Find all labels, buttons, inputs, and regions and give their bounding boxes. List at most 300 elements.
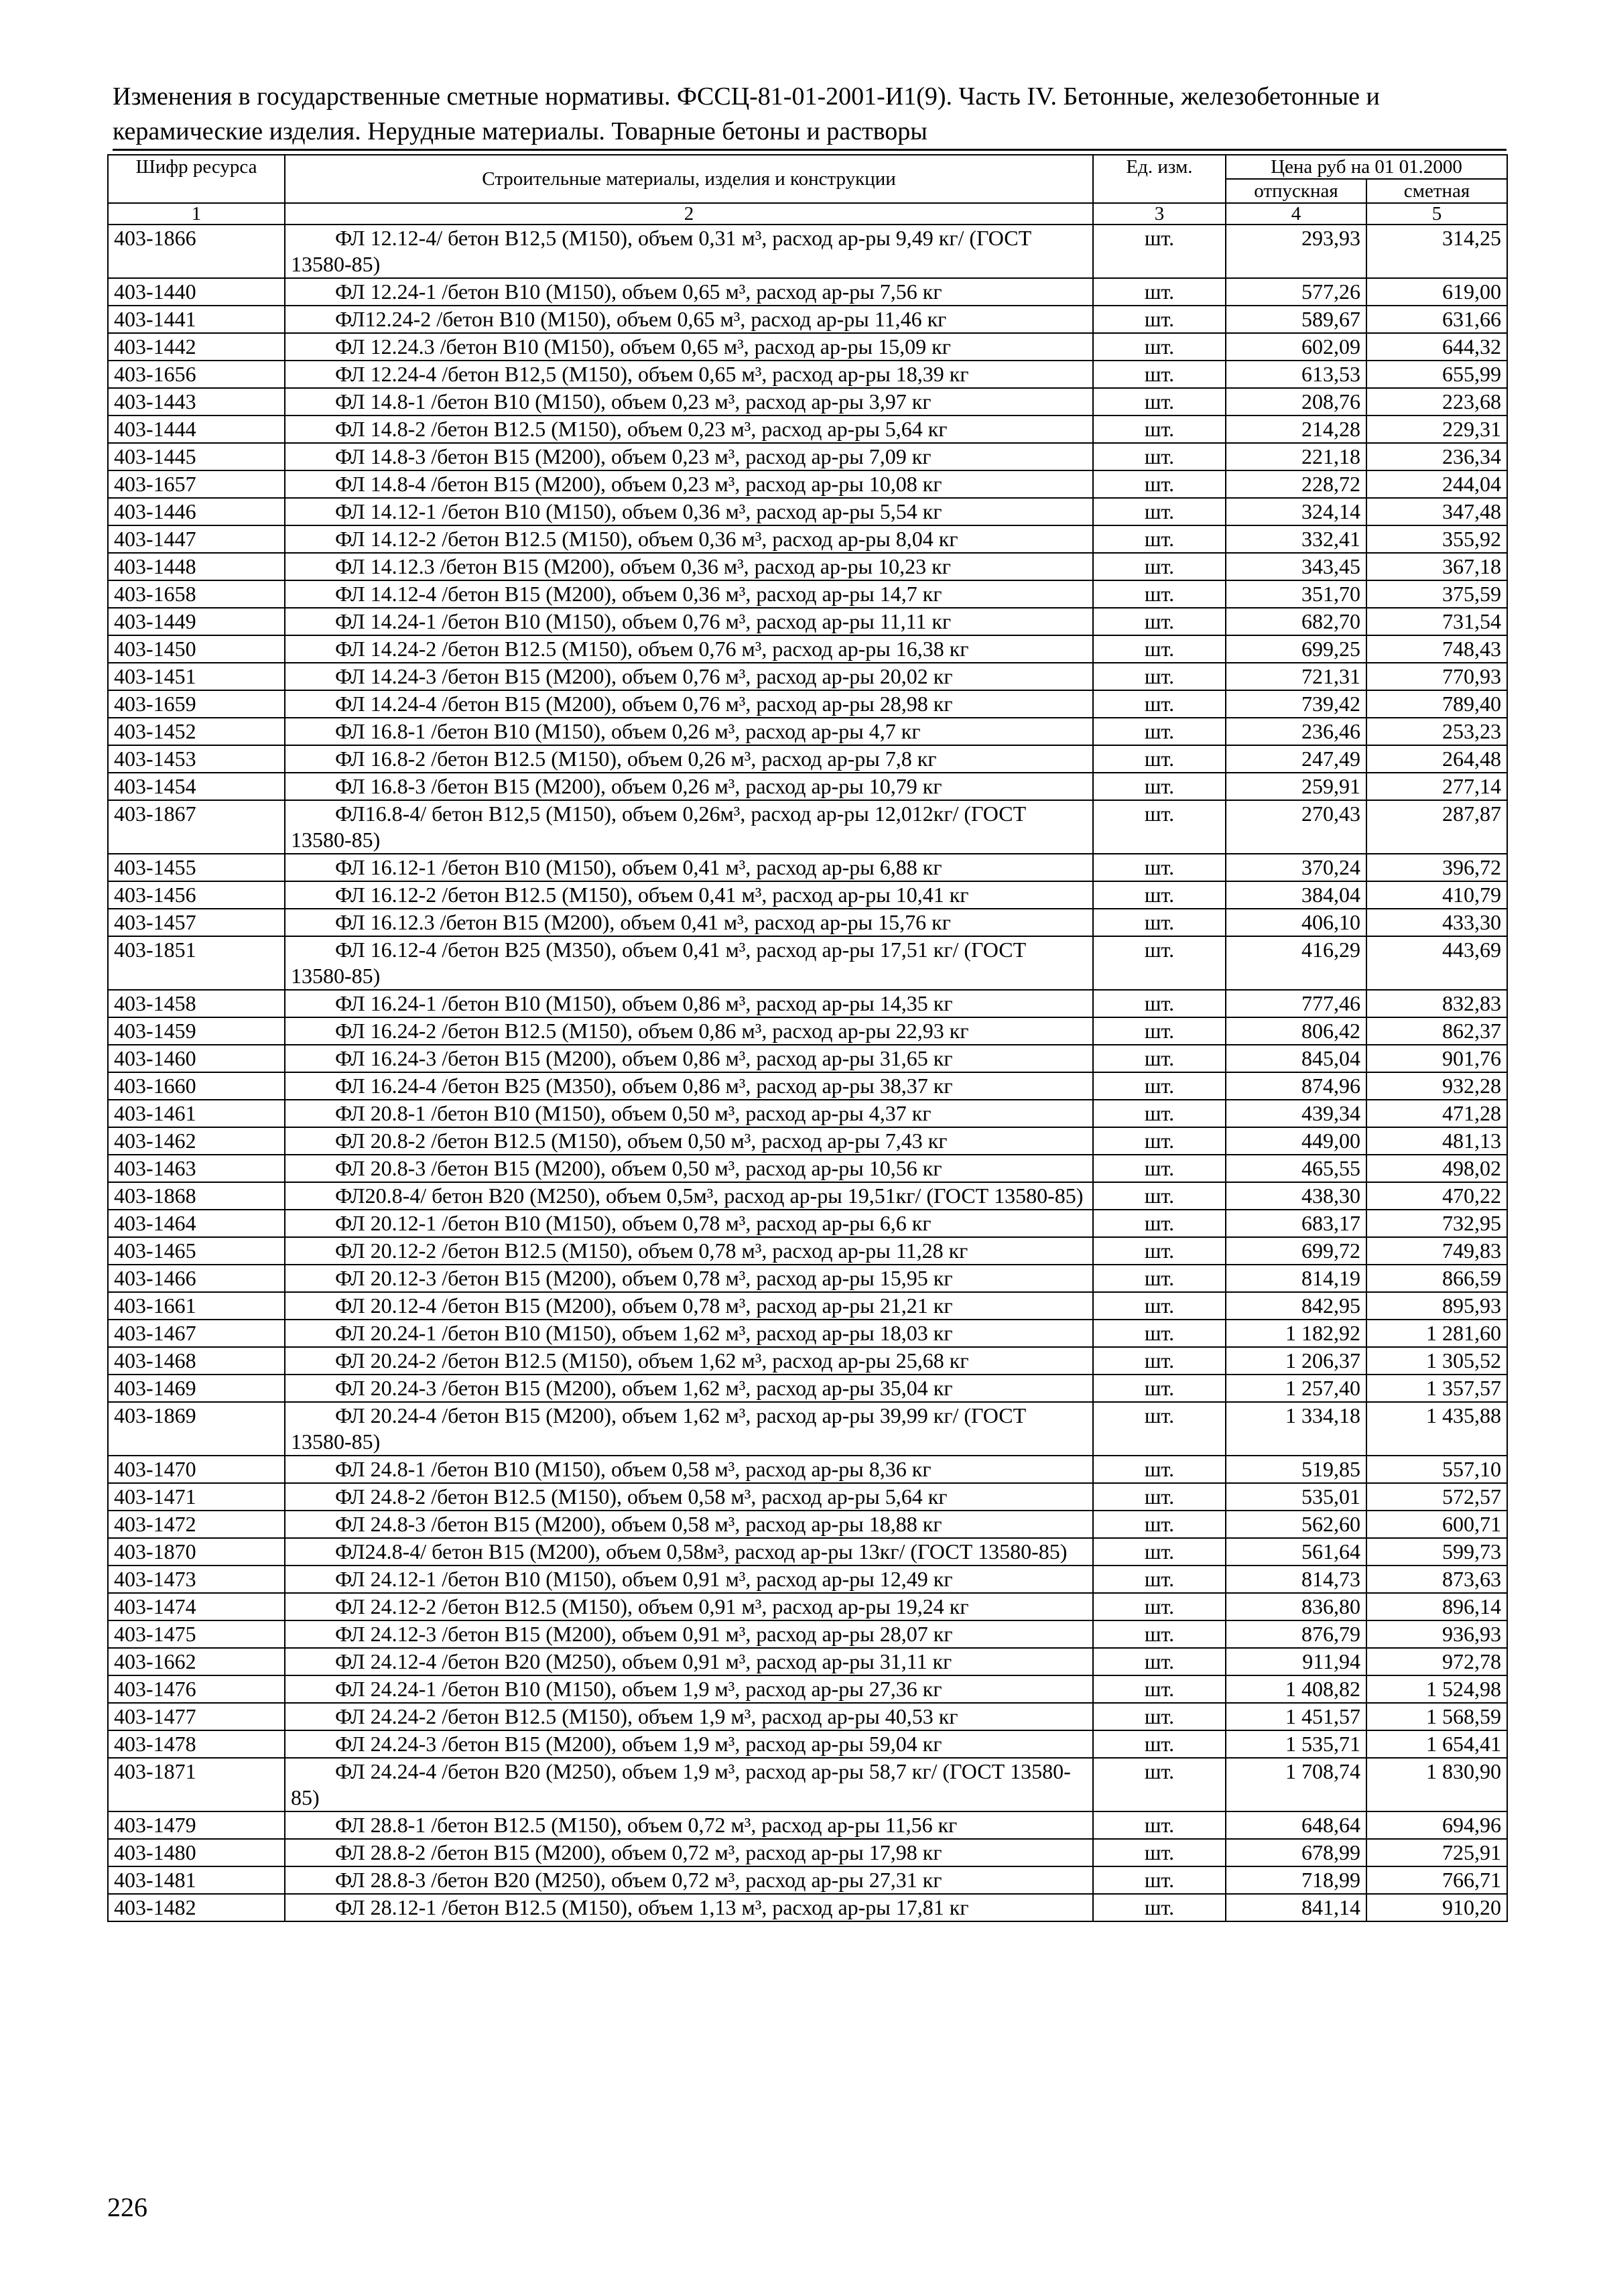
material-name: ФЛ 16.8-3 /бетон В15 (М200), объем 0,26 м³, расход ар-ры 10,79 кг	[285, 773, 1093, 800]
release-price: 1 334,18	[1226, 1402, 1366, 1456]
table-row	[108, 1127, 1507, 1155]
material-name: ФЛ 28.12-1 /бетон В12.5 (М150), объем 1,13 м³, расход ар-ры 17,81 кг	[285, 1894, 1093, 1921]
resource-code: 403-1468	[108, 1347, 285, 1375]
release-price: 589,67	[1226, 306, 1366, 333]
resource-code: 403-1656	[108, 361, 285, 388]
material-name: ФЛ 28.8-2 /бетон В15 (М200), объем 0,72 м³, расход ар-ры 17,98 кг	[285, 1839, 1093, 1866]
estimate-price: 498,02	[1366, 1155, 1507, 1182]
release-price: 221,18	[1226, 443, 1366, 470]
estimate-price: 396,72	[1366, 854, 1507, 881]
estimate-price: 748,43	[1366, 635, 1507, 663]
unit: шт.	[1093, 1347, 1226, 1375]
release-price: 718,99	[1226, 1866, 1366, 1894]
material-name: ФЛ 12.24.3 /бетон В10 (М150), объем 0,65 м³, расход ар-ры 15,09 кг	[285, 333, 1093, 361]
resource-code: 403-1473	[108, 1566, 285, 1593]
release-price: 439,34	[1226, 1100, 1366, 1127]
resource-code: 403-1464	[108, 1210, 285, 1237]
material-name: ФЛ24.8-4/ бетон В15 (М200), объем 0,58м³, расход ар-ры 13кг/ (ГОСТ 13580-85)	[285, 1538, 1093, 1566]
material-name: ФЛ 16.8-1 /бетон В10 (М150), объем 0,26 м³, расход ар-ры 4,7 кг	[285, 718, 1093, 745]
material-name: ФЛ 16.24-3 /бетон В15 (М200), объем 0,86 м³, расход ар-ры 31,65 кг	[285, 1045, 1093, 1072]
unit: шт.	[1093, 1017, 1226, 1045]
column-numbers-row	[108, 203, 1507, 225]
release-price: 845,04	[1226, 1045, 1366, 1072]
table-row	[108, 225, 1507, 278]
release-price: 370,24	[1226, 854, 1366, 881]
material-name: ФЛ 20.12-3 /бетон В15 (М200), объем 0,78 м³, расход ар-ры 15,95 кг	[285, 1265, 1093, 1292]
estimate-price: 972,78	[1366, 1648, 1507, 1675]
unit: шт.	[1093, 1182, 1226, 1210]
table-row	[108, 470, 1507, 498]
table-row	[108, 1292, 1507, 1320]
resource-code: 403-1452	[108, 718, 285, 745]
table-row	[108, 690, 1507, 718]
material-name: ФЛ 24.12-2 /бетон В12.5 (М150), объем 0,91 м³, расход ар-ры 19,24 кг	[285, 1593, 1093, 1620]
release-price: 519,85	[1226, 1456, 1366, 1483]
estimate-price: 600,71	[1366, 1511, 1507, 1538]
estimate-price: 789,40	[1366, 690, 1507, 718]
material-name: ФЛ 24.8-3 /бетон В15 (М200), объем 0,58 м³, расход ар-ры 18,88 кг	[285, 1511, 1093, 1538]
estimate-price: 264,48	[1366, 745, 1507, 773]
release-price: 561,64	[1226, 1538, 1366, 1566]
release-price: 1 535,71	[1226, 1730, 1366, 1758]
column-number: 1	[108, 203, 285, 225]
table-row	[108, 854, 1507, 881]
unit: шт.	[1093, 1100, 1226, 1127]
table-row	[108, 1045, 1507, 1072]
table-row	[108, 1730, 1507, 1758]
release-price: 1 182,92	[1226, 1320, 1366, 1347]
material-name: ФЛ 16.24-4 /бетон В25 (М350), объем 0,86 м³, расход ар-ры 38,37 кг	[285, 1072, 1093, 1100]
table-row	[108, 1620, 1507, 1648]
table-row	[108, 1237, 1507, 1265]
material-name: ФЛ 20.8-1 /бетон В10 (М150), объем 0,50 м³, расход ар-ры 4,37 кг	[285, 1100, 1093, 1127]
resource-code: 403-1851	[108, 936, 285, 990]
material-name: ФЛ20.8-4/ бетон В20 (М250), объем 0,5м³, расход ар-ры 19,51кг/ (ГОСТ 13580-85)	[285, 1182, 1093, 1210]
release-price: 721,31	[1226, 663, 1366, 690]
resource-code: 403-1465	[108, 1237, 285, 1265]
unit: шт.	[1093, 1292, 1226, 1320]
table-row	[108, 333, 1507, 361]
table-row	[108, 1402, 1507, 1456]
table-row	[108, 278, 1507, 306]
estimate-price: 749,83	[1366, 1237, 1507, 1265]
unit: шт.	[1093, 580, 1226, 608]
resource-code: 403-1443	[108, 388, 285, 416]
table-row	[108, 909, 1507, 936]
material-name: ФЛ 20.12-2 /бетон В12.5 (М150), объем 0,78 м³, расход ар-ры 11,28 кг	[285, 1237, 1093, 1265]
material-name: ФЛ 20.24-1 /бетон В10 (М150), объем 1,62 м³, расход ар-ры 18,03 кг	[285, 1320, 1093, 1347]
resource-code: 403-1446	[108, 498, 285, 525]
table-row	[108, 1155, 1507, 1182]
resource-code: 403-1441	[108, 306, 285, 333]
table-row	[108, 306, 1507, 333]
resource-code: 403-1469	[108, 1375, 285, 1402]
unit: шт.	[1093, 1593, 1226, 1620]
unit: шт.	[1093, 1511, 1226, 1538]
unit: шт.	[1093, 1866, 1226, 1894]
material-name: ФЛ 14.8-3 /бетон В15 (М200), объем 0,23 м³, расход ар-ры 7,09 кг	[285, 443, 1093, 470]
unit: шт.	[1093, 1483, 1226, 1511]
resource-code: 403-1480	[108, 1839, 285, 1866]
estimate-price: 1 281,60	[1366, 1320, 1507, 1347]
column-header-name: Строительные материалы, изделия и конструкции	[285, 155, 1093, 203]
resource-code: 403-1458	[108, 990, 285, 1017]
material-name: ФЛ 14.12-1 /бетон В10 (М150), объем 0,36 м³, расход ар-ры 5,54 кг	[285, 498, 1093, 525]
unit: шт.	[1093, 553, 1226, 580]
resource-code: 403-1474	[108, 1593, 285, 1620]
unit: шт.	[1093, 1045, 1226, 1072]
release-price: 293,93	[1226, 225, 1366, 278]
unit: шт.	[1093, 470, 1226, 498]
unit: шт.	[1093, 1620, 1226, 1648]
unit: шт.	[1093, 909, 1226, 936]
estimate-price: 433,30	[1366, 909, 1507, 936]
material-name: ФЛ 16.12-4 /бетон В25 (М350), объем 0,41 м³, расход ар-ры 17,51 кг/ (ГОСТ 13580-85)	[285, 936, 1093, 990]
material-name: ФЛ 20.24-3 /бетон В15 (М200), объем 1,62 м³, расход ар-ры 35,04 кг	[285, 1375, 1093, 1402]
table-row	[108, 1320, 1507, 1347]
resource-code: 403-1451	[108, 663, 285, 690]
material-name: ФЛ 16.8-2 /бетон В12.5 (М150), объем 0,26 м³, расход ар-ры 7,8 кг	[285, 745, 1093, 773]
column-number: 4	[1226, 203, 1366, 225]
release-price: 876,79	[1226, 1620, 1366, 1648]
release-price: 577,26	[1226, 278, 1366, 306]
release-price: 449,00	[1226, 1127, 1366, 1155]
unit: шт.	[1093, 1127, 1226, 1155]
unit: шт.	[1093, 1703, 1226, 1730]
unit: шт.	[1093, 1566, 1226, 1593]
table-row	[108, 1593, 1507, 1620]
estimate-price: 655,99	[1366, 361, 1507, 388]
estimate-price: 766,71	[1366, 1866, 1507, 1894]
resource-code: 403-1660	[108, 1072, 285, 1100]
unit: шт.	[1093, 1375, 1226, 1402]
material-name: ФЛ 24.12-4 /бетон В20 (М250), объем 0,91 м³, расход ар-ры 31,11 кг	[285, 1648, 1093, 1675]
document-header	[113, 79, 1507, 149]
estimate-price: 896,14	[1366, 1593, 1507, 1620]
unit: шт.	[1093, 1730, 1226, 1758]
estimate-price: 375,59	[1366, 580, 1507, 608]
table-row	[108, 1648, 1507, 1675]
table-row	[108, 1703, 1507, 1730]
material-name: ФЛ 28.8-1 /бетон В12.5 (М150), объем 0,72 м³, расход ар-ры 11,56 кг	[285, 1811, 1093, 1839]
resource-code: 403-1867	[108, 800, 285, 854]
table-row	[108, 1811, 1507, 1839]
unit: шт.	[1093, 1320, 1226, 1347]
header-line-1: Изменения в государственные сметные нормативы. ФССЦ-81-01-2001-И1(9). Часть IV. Бетонные, железобетонные и	[113, 82, 1380, 111]
page-number: 226	[107, 2192, 147, 2222]
column-header-unit: Ед. изм.	[1093, 155, 1226, 203]
unit: шт.	[1093, 773, 1226, 800]
resource-code: 403-1871	[108, 1758, 285, 1811]
resource-code: 403-1477	[108, 1703, 285, 1730]
unit: шт.	[1093, 1758, 1226, 1811]
resource-code: 403-1448	[108, 553, 285, 580]
header-divider	[113, 149, 1507, 151]
release-price: 343,45	[1226, 553, 1366, 580]
release-price: 1 408,82	[1226, 1675, 1366, 1703]
release-price: 247,49	[1226, 745, 1366, 773]
material-name: ФЛ 16.24-1 /бетон В10 (М150), объем 0,86 м³, расход ар-ры 14,35 кг	[285, 990, 1093, 1017]
material-name: ФЛ 24.8-1 /бетон В10 (М150), объем 0,58 м³, расход ар-ры 8,36 кг	[285, 1456, 1093, 1483]
estimate-price: 901,76	[1366, 1045, 1507, 1072]
resource-code: 403-1466	[108, 1265, 285, 1292]
material-name: ФЛ16.8-4/ бетон В12,5 (М150), объем 0,26м³, расход ар-ры 12,012кг/ (ГОСТ 13580-85)	[285, 800, 1093, 854]
release-price: 1 206,37	[1226, 1347, 1366, 1375]
unit: шт.	[1093, 635, 1226, 663]
estimate-price: 481,13	[1366, 1127, 1507, 1155]
material-name: ФЛ 14.12.3 /бетон В15 (М200), объем 0,36 м³, расход ар-ры 10,23 кг	[285, 553, 1093, 580]
table-row	[108, 990, 1507, 1017]
estimate-price: 443,69	[1366, 936, 1507, 990]
table-row	[108, 1100, 1507, 1127]
table-row	[108, 1210, 1507, 1237]
estimate-price: 631,66	[1366, 306, 1507, 333]
material-name: ФЛ 20.24-2 /бетон В12.5 (М150), объем 1,62 м³, расход ар-ры 25,68 кг	[285, 1347, 1093, 1375]
unit: шт.	[1093, 1155, 1226, 1182]
estimate-price: 253,23	[1366, 718, 1507, 745]
unit: шт.	[1093, 1456, 1226, 1483]
estimate-price: 910,20	[1366, 1894, 1507, 1921]
header-line-2: керамические изделия. Нерудные материалы. Товарные бетоны и растворы	[113, 117, 928, 145]
release-price: 602,09	[1226, 333, 1366, 361]
table-row	[108, 443, 1507, 470]
estimate-price: 1 305,52	[1366, 1347, 1507, 1375]
release-price: 270,43	[1226, 800, 1366, 854]
unit: шт.	[1093, 278, 1226, 306]
material-name: ФЛ 20.24-4 /бетон В15 (М200), объем 1,62 м³, расход ар-ры 39,99 кг/ (ГОСТ 13580-85)	[285, 1402, 1093, 1456]
resource-code: 403-1442	[108, 333, 285, 361]
resource-code: 403-1482	[108, 1894, 285, 1921]
unit: шт.	[1093, 1237, 1226, 1265]
release-price: 208,76	[1226, 388, 1366, 416]
material-name: ФЛ 24.24-2 /бетон В12.5 (М150), объем 1,9 м³, расход ар-ры 40,53 кг	[285, 1703, 1093, 1730]
resource-code: 403-1471	[108, 1483, 285, 1511]
material-name: ФЛ 14.8-2 /бетон В12.5 (М150), объем 0,23 м³, расход ар-ры 5,64 кг	[285, 416, 1093, 443]
resource-code: 403-1462	[108, 1127, 285, 1155]
resource-code: 403-1440	[108, 278, 285, 306]
release-price: 683,17	[1226, 1210, 1366, 1237]
resource-code: 403-1444	[108, 416, 285, 443]
unit: шт.	[1093, 388, 1226, 416]
material-name: ФЛ 12.24-4 /бетон В12,5 (М150), объем 0,65 м³, расход ар-ры 18,39 кг	[285, 361, 1093, 388]
table-row	[108, 1017, 1507, 1045]
column-header-estimate-price: сметная	[1366, 179, 1507, 203]
release-price: 1 708,74	[1226, 1758, 1366, 1811]
resource-code: 403-1455	[108, 854, 285, 881]
unit: шт.	[1093, 1675, 1226, 1703]
table-row	[108, 1566, 1507, 1593]
unit: шт.	[1093, 498, 1226, 525]
estimate-price: 367,18	[1366, 553, 1507, 580]
table-row	[108, 1866, 1507, 1894]
estimate-price: 1 524,98	[1366, 1675, 1507, 1703]
resource-code: 403-1481	[108, 1866, 285, 1894]
table-row	[108, 1758, 1507, 1811]
resource-code: 403-1476	[108, 1675, 285, 1703]
release-price: 682,70	[1226, 608, 1366, 635]
estimate-price: 277,14	[1366, 773, 1507, 800]
unit: шт.	[1093, 361, 1226, 388]
material-name: ФЛ 24.12-1 /бетон В10 (М150), объем 0,91 м³, расход ар-ры 12,49 кг	[285, 1566, 1093, 1593]
resource-code: 403-1659	[108, 690, 285, 718]
material-name: ФЛ 20.12-1 /бетон В10 (М150), объем 0,78 м³, расход ар-ры 6,6 кг	[285, 1210, 1093, 1237]
release-price: 648,64	[1226, 1811, 1366, 1839]
material-name: ФЛ 20.12-4 /бетон В15 (М200), объем 0,78 м³, расход ар-ры 21,21 кг	[285, 1292, 1093, 1320]
material-name: ФЛ 16.12-2 /бетон В12.5 (М150), объем 0,41 м³, расход ар-ры 10,41 кг	[285, 881, 1093, 909]
release-price: 699,25	[1226, 635, 1366, 663]
release-price: 739,42	[1226, 690, 1366, 718]
estimate-price: 1 654,41	[1366, 1730, 1507, 1758]
material-name: ФЛ 14.24-2 /бетон В12.5 (М150), объем 0,76 м³, расход ар-ры 16,38 кг	[285, 635, 1093, 663]
table-row	[108, 1511, 1507, 1538]
release-price: 613,53	[1226, 361, 1366, 388]
material-name: ФЛ 20.8-3 /бетон В15 (М200), объем 0,50 м³, расход ар-ры 10,56 кг	[285, 1155, 1093, 1182]
release-price: 1 451,57	[1226, 1703, 1366, 1730]
resource-code: 403-1445	[108, 443, 285, 470]
release-price: 562,60	[1226, 1511, 1366, 1538]
material-name: ФЛ 28.8-3 /бетон В20 (М250), объем 0,72 м³, расход ар-ры 27,31 кг	[285, 1866, 1093, 1894]
material-name: ФЛ 14.24-1 /бетон В10 (М150), объем 0,76 м³, расход ар-ры 11,11 кг	[285, 608, 1093, 635]
resource-code: 403-1658	[108, 580, 285, 608]
unit: шт.	[1093, 225, 1226, 278]
resource-code: 403-1463	[108, 1155, 285, 1182]
estimate-price: 1 357,57	[1366, 1375, 1507, 1402]
estimate-price: 731,54	[1366, 608, 1507, 635]
column-header-release-price: отпускная	[1226, 179, 1366, 203]
resource-code: 403-1460	[108, 1045, 285, 1072]
estimate-price: 866,59	[1366, 1265, 1507, 1292]
estimate-price: 694,96	[1366, 1811, 1507, 1839]
estimate-price: 229,31	[1366, 416, 1507, 443]
resource-code: 403-1479	[108, 1811, 285, 1839]
estimate-price: 932,28	[1366, 1072, 1507, 1100]
unit: шт.	[1093, 690, 1226, 718]
column-header-code: Шифр ресурса	[108, 155, 285, 203]
resource-code: 403-1457	[108, 909, 285, 936]
release-price: 836,80	[1226, 1593, 1366, 1620]
price-table	[107, 154, 1508, 1922]
resource-code: 403-1459	[108, 1017, 285, 1045]
resource-code: 403-1661	[108, 1292, 285, 1320]
table-row	[108, 1538, 1507, 1566]
material-name: ФЛ 14.12-2 /бетон В12.5 (М150), объем 0,36 м³, расход ар-ры 8,04 кг	[285, 525, 1093, 553]
release-price: 842,95	[1226, 1292, 1366, 1320]
resource-code: 403-1662	[108, 1648, 285, 1675]
release-price: 678,99	[1226, 1839, 1366, 1866]
table-row	[108, 1839, 1507, 1866]
resource-code: 403-1450	[108, 635, 285, 663]
material-name: ФЛ 12.12-4/ бетон В12,5 (М150), объем 0,31 м³, расход ар-ры 9,49 кг/ (ГОСТ 13580-85)	[285, 225, 1093, 278]
estimate-price: 895,93	[1366, 1292, 1507, 1320]
unit: шт.	[1093, 1538, 1226, 1566]
unit: шт.	[1093, 800, 1226, 854]
material-name: ФЛ 24.12-3 /бетон В15 (М200), объем 0,91 м³, расход ар-ры 28,07 кг	[285, 1620, 1093, 1648]
table-row	[108, 1483, 1507, 1511]
table-row	[108, 936, 1507, 990]
table-row	[108, 361, 1507, 388]
table-body	[108, 225, 1507, 1921]
table-row	[108, 1347, 1507, 1375]
table-row	[108, 525, 1507, 553]
release-price: 228,72	[1226, 470, 1366, 498]
unit: шт.	[1093, 416, 1226, 443]
estimate-price: 599,73	[1366, 1538, 1507, 1566]
table-row	[108, 1675, 1507, 1703]
resource-code: 403-1868	[108, 1182, 285, 1210]
unit: шт.	[1093, 306, 1226, 333]
material-name: ФЛ 16.12.3 /бетон В15 (М200), объем 0,41 м³, расход ар-ры 15,76 кг	[285, 909, 1093, 936]
material-name: ФЛ 24.24-1 /бетон В10 (М150), объем 1,9 м³, расход ар-ры 27,36 кг	[285, 1675, 1093, 1703]
release-price: 332,41	[1226, 525, 1366, 553]
release-price: 841,14	[1226, 1894, 1366, 1921]
resource-code: 403-1478	[108, 1730, 285, 1758]
release-price: 699,72	[1226, 1237, 1366, 1265]
release-price: 324,14	[1226, 498, 1366, 525]
estimate-price: 862,37	[1366, 1017, 1507, 1045]
estimate-price: 236,34	[1366, 443, 1507, 470]
unit: шт.	[1093, 1839, 1226, 1866]
table-row	[108, 881, 1507, 909]
table-row	[108, 388, 1507, 416]
release-price: 814,73	[1226, 1566, 1366, 1593]
column-number: 3	[1093, 203, 1226, 225]
release-price: 874,96	[1226, 1072, 1366, 1100]
estimate-price: 572,57	[1366, 1483, 1507, 1511]
resource-code: 403-1456	[108, 881, 285, 909]
table-row	[108, 416, 1507, 443]
table-row	[108, 553, 1507, 580]
material-name: ФЛ 24.8-2 /бетон В12.5 (М150), объем 0,58 м³, расход ар-ры 5,64 кг	[285, 1483, 1093, 1511]
release-price: 814,19	[1226, 1265, 1366, 1292]
material-name: ФЛ12.24-2 /бетон В10 (М150), объем 0,65 м³, расход ар-ры 11,46 кг	[285, 306, 1093, 333]
resource-code: 403-1470	[108, 1456, 285, 1483]
release-price: 911,94	[1226, 1648, 1366, 1675]
unit: шт.	[1093, 333, 1226, 361]
release-price: 1 257,40	[1226, 1375, 1366, 1402]
release-price: 384,04	[1226, 881, 1366, 909]
resource-code: 403-1870	[108, 1538, 285, 1566]
material-name: ФЛ 14.24-3 /бетон В15 (М200), объем 0,76 м³, расход ар-ры 20,02 кг	[285, 663, 1093, 690]
release-price: 438,30	[1226, 1182, 1366, 1210]
resource-code: 403-1453	[108, 745, 285, 773]
unit: шт.	[1093, 1811, 1226, 1839]
material-name: ФЛ 14.8-1 /бетон В10 (М150), объем 0,23 м³, расход ар-ры 3,97 кг	[285, 388, 1093, 416]
unit: шт.	[1093, 936, 1226, 990]
unit: шт.	[1093, 1210, 1226, 1237]
unit: шт.	[1093, 1265, 1226, 1292]
release-price: 214,28	[1226, 416, 1366, 443]
estimate-price: 1 435,88	[1366, 1402, 1507, 1456]
estimate-price: 410,79	[1366, 881, 1507, 909]
material-name: ФЛ 14.12-4 /бетон В15 (М200), объем 0,36 м³, расход ар-ры 14,7 кг	[285, 580, 1093, 608]
material-name: ФЛ 14.24-4 /бетон В15 (М200), объем 0,76 м³, расход ар-ры 28,98 кг	[285, 690, 1093, 718]
table-row	[108, 718, 1507, 745]
unit: шт.	[1093, 718, 1226, 745]
estimate-price: 223,68	[1366, 388, 1507, 416]
release-price: 236,46	[1226, 718, 1366, 745]
unit: шт.	[1093, 854, 1226, 881]
material-name: ФЛ 14.8-4 /бетон В15 (М200), объем 0,23 м³, расход ар-ры 10,08 кг	[285, 470, 1093, 498]
table-row	[108, 1265, 1507, 1292]
table-row	[108, 635, 1507, 663]
table-row	[108, 1375, 1507, 1402]
unit: шт.	[1093, 745, 1226, 773]
estimate-price: 936,93	[1366, 1620, 1507, 1648]
column-number: 5	[1366, 203, 1507, 225]
release-price: 465,55	[1226, 1155, 1366, 1182]
column-header-price: Цена руб на 01 01.2000	[1226, 155, 1507, 179]
estimate-price: 832,83	[1366, 990, 1507, 1017]
